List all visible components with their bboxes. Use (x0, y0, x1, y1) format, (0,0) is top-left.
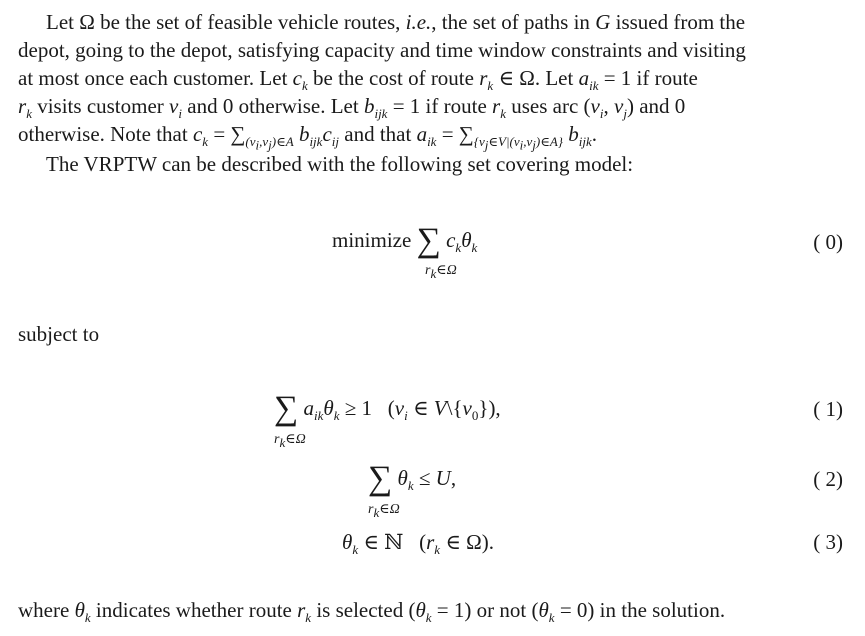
equation-number-3: ( 3) (813, 530, 843, 554)
paragraph-line-5: otherwise. Note that $c_k = \sum_{(v_i,v_j)\in A}$ $b_{ijk}c_{ij}$ and that $a_{ik} = \sum_{\{v_j\in V|(v_i,v_j)\in A\}}$ $b_{ijk}$. (18, 122, 597, 153)
objective-label: minimize (332, 228, 412, 252)
paragraph-line-6: The VRPTW can be described with the following set covering model: (46, 152, 634, 176)
paragraph-line-4: $r_k$ visits customer $v_i$ and 0 otherwise. Let $b_{ijk} = 1$ if route $r_k$ uses arc ($v_i$, $v_j$) and 0 (18, 94, 686, 122)
equation-number-1: ( 1) (813, 397, 843, 421)
paragraph-line-1: Let Ω be the set of feasible vehicle routes, i.e., the set of paths in G issued from the (46, 10, 746, 34)
constraint-1-equation: ∑ $a_{ik}\theta_k \ge 1$ ($v_i$ ∈ $V\backslash\{v_0\}$), (274, 390, 501, 427)
constraint-3-equation: $\theta_k$ ∈ ℕ ($r_k$ ∈ Ω). (342, 530, 494, 558)
paragraph-line-2: depot, going to the depot, satisfying capacity and time window constraints and visiting (18, 38, 746, 62)
objective-sum-index: $r_k\in\Omega$ (425, 263, 457, 281)
subject-to-label: subject to (18, 322, 100, 346)
constraint-1-sum-index: $r_k\in\Omega$ (274, 432, 306, 450)
equation-number-0: ( 0) (813, 230, 843, 254)
objective-equation: minimize ∑ $c_k\theta_k$ (332, 222, 478, 259)
equation-number-2: ( 2) (813, 467, 843, 491)
constraint-2-sum-index: $r_k\in\Omega$ (368, 502, 400, 520)
closing-sentence: where $\theta_k$ indicates whether route $r_k$ is selected $(\theta_k = 1)$ or not $(\theta_k = 0)$ in the solution. (18, 598, 726, 626)
paragraph-line-3: at most once each customer. Let $c_k$ be the cost of route $r_k$ ∈ Ω. Let $a_{ik} = 1$ if route (18, 66, 698, 94)
constraint-2-equation: ∑ $\theta_k \le U$, (368, 460, 457, 497)
